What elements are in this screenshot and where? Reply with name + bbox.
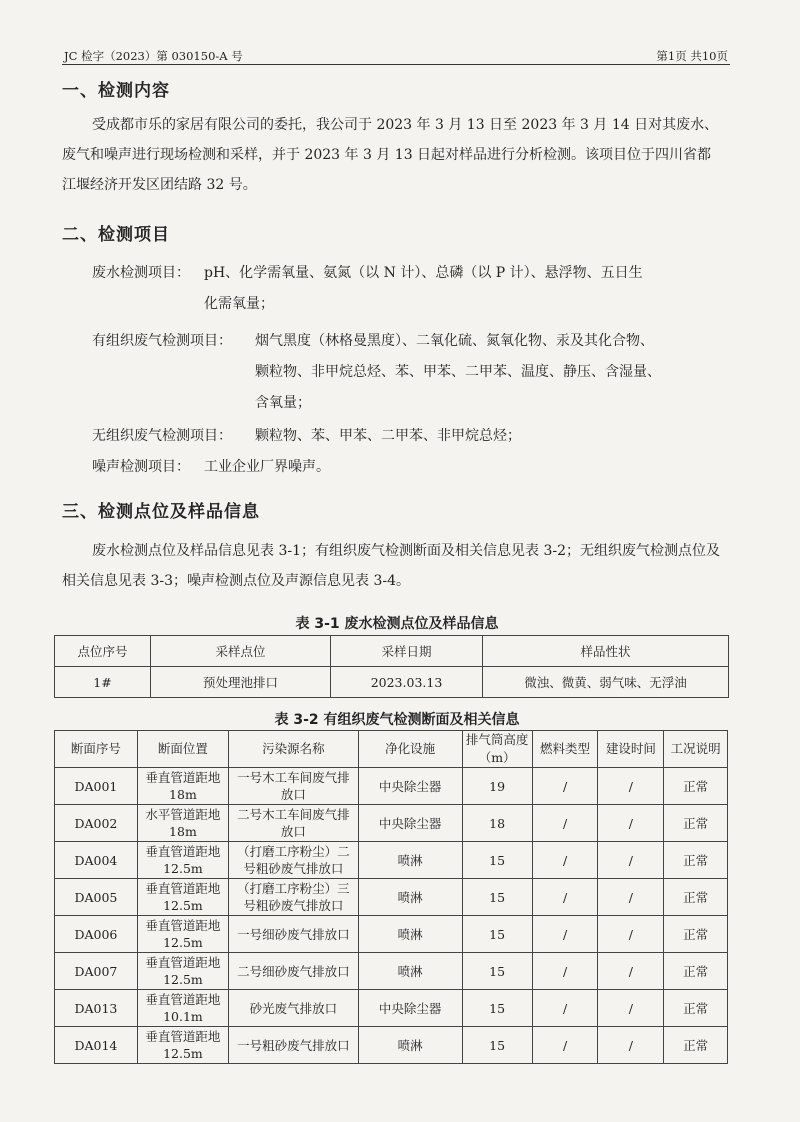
item-line: 含氧量； [255,395,311,411]
table-cell: 喷淋 [358,953,462,990]
table-cell: / [598,1027,664,1064]
column-header: 燃料类型 [532,731,598,768]
table-cell: 正常 [664,916,728,953]
table-cell: / [532,990,598,1027]
table-cell: 垂直管道距地 12.5m [137,842,228,879]
column-header: 建设时间 [598,731,664,768]
table-cell: 15 [462,916,532,953]
table-cell: 垂直管道距地 18m [137,768,228,805]
table-cell: / [532,916,598,953]
table-row [55,990,728,1027]
column-header: 工况说明 [664,731,728,768]
table-cell: 垂直管道距地 12.5m [137,879,228,916]
column-header: 采样日期 [331,636,483,667]
table-cell: 15 [462,879,532,916]
table-cell: 喷淋 [358,1027,462,1064]
table-row [55,842,728,879]
item-label: 无组织废气检测项目： [92,428,232,444]
table-cell: DA001 [55,768,138,805]
table-cell: 1# [55,667,151,698]
item-line: 烟气黑度（林格曼黑度）、二氧化硫、氮氧化物、汞及其化合物、 [255,333,654,349]
column-header: 断面位置 [137,731,228,768]
table-cell: 15 [462,990,532,1027]
organized-gas-table [54,730,728,1064]
table-cell: 正常 [664,1027,728,1064]
page-header [62,44,730,65]
table-cell: 砂光废气排放口 [229,990,359,1027]
table-cell: DA002 [55,805,138,842]
doc-number: JC 检字（2023）第 030150-A 号 [64,49,243,63]
table-cell: 15 [462,1027,532,1064]
table-cell: 二号木工车间废气排放口 [229,805,359,842]
table-cell: / [598,916,664,953]
item-line: 化需氧量； [204,296,274,312]
table-cell: DA014 [55,1027,138,1064]
table-cell: 预处理池排口 [151,667,331,698]
table-cell: / [532,842,598,879]
table-cell: 中央除尘器 [358,990,462,1027]
table-cell: 15 [462,953,532,990]
section2-title: 二、检测项目 [62,225,170,245]
table-cell: / [532,1027,598,1064]
table-cell: 垂直管道距地 12.5m [137,953,228,990]
table-cell: / [532,805,598,842]
table-cell: / [598,768,664,805]
table-row [55,1027,728,1064]
section3-text: 废水检测点位及样品信息见表 3-1；有组织废气检测断面及相关信息见表 3-2；无组织废气检测点位及相关信息见表 3-3；噪声检测点位及声源信息见表 3-4。 [62,543,720,589]
table-cell: DA005 [55,879,138,916]
table-cell: 微浊、微黄、弱气味、无浮油 [483,667,729,698]
table-cell: 正常 [664,805,728,842]
item-line: 颗粒物、苯、甲苯、二甲苯、非甲烷总烃； [255,428,521,444]
table-cell: 15 [462,842,532,879]
table-cell: 中央除尘器 [358,768,462,805]
item-line: 颗粒物、非甲烷总烃、苯、甲苯、二甲苯、温度、静压、含湿量、 [255,364,661,380]
table-cell: / [532,768,598,805]
table-cell: DA013 [55,990,138,1027]
table-cell: （打磨工序粉尘）三号粗砂废气排放口 [229,879,359,916]
table-cell: 中央除尘器 [358,805,462,842]
table-cell: / [532,953,598,990]
table-cell: 正常 [664,990,728,1027]
table-cell: 2023.03.13 [331,667,483,698]
section3-title: 三、检测点位及样品信息 [62,502,260,522]
table-cell: 18 [462,805,532,842]
table2-caption: 表 3-2 有组织废气检测断面及相关信息 [274,712,520,728]
item-line: 工业企业厂界噪声。 [204,459,330,475]
table-cell: 垂直管道距地 12.5m [137,916,228,953]
section1-title: 一、检测内容 [62,81,170,101]
table-body [55,768,728,1064]
column-header: 排气筒高度（m） [462,731,532,768]
page-info: 第1页 共10页 [656,49,728,63]
table-cell: 正常 [664,879,728,916]
table-cell: 垂直管道距地 12.5m [137,1027,228,1064]
table-cell: 一号粗砂废气排放口 [229,1027,359,1064]
table-cell: / [598,879,664,916]
table-cell: / [598,842,664,879]
table-cell: 二号细砂废气排放口 [229,953,359,990]
table-cell: 正常 [664,842,728,879]
table-row [55,953,728,990]
table-cell: 喷淋 [358,879,462,916]
column-header: 样品性状 [483,636,729,667]
table-cell: DA004 [55,842,138,879]
table-cell: 正常 [664,953,728,990]
wastewater-table [54,635,729,698]
table-cell: DA006 [55,916,138,953]
table-cell: / [598,990,664,1027]
item-line: pH、化学需氧量、氨氮（以 N 计）、总磷（以 P 计）、悬浮物、五日生 [204,265,643,281]
table-cell: 19 [462,768,532,805]
table-row [55,916,728,953]
table-row [55,805,728,842]
table-cell: 喷淋 [358,842,462,879]
column-header: 点位序号 [55,636,151,667]
column-header: 净化设施 [358,731,462,768]
table-row [55,768,728,805]
item-label: 有组织废气检测项目： [92,333,232,349]
table-row [55,879,728,916]
table-cell: DA007 [55,953,138,990]
column-header: 污染源名称 [229,731,359,768]
item-label: 噪声检测项目： [92,459,190,475]
table-row [55,667,729,698]
table-cell: 一号木工车间废气排放口 [229,768,359,805]
item-label: 废水检测项目： [92,265,190,281]
table1-caption: 表 3-1 废水检测点位及样品信息 [295,616,499,632]
table-cell: 正常 [664,768,728,805]
column-header: 断面序号 [55,731,138,768]
table-cell: 水平管道距地 18m [137,805,228,842]
section1-text: 受成都市乐的家居有限公司的委托，我公司于 2023 年 3 月 13 日至 2023 年 3 月 14 日对其废水、废气和噪声进行现场检测和采样，并于 2023 年 3 月 13 日起对样品进行分析检测。该项目位于四川省都江堰经济开发区团结路 32 号。 [62,117,719,193]
table-cell: / [598,953,664,990]
column-header: 采样点位 [151,636,331,667]
table-cell: 垂直管道距地 10.1m [137,990,228,1027]
table-cell: / [598,805,664,842]
table-header-row [55,731,728,768]
table-cell: 一号细砂废气排放口 [229,916,359,953]
table-cell: （打磨工序粉尘）二号粗砂废气排放口 [229,842,359,879]
table-cell: 喷淋 [358,916,462,953]
table-cell: / [532,879,598,916]
table-header-row [55,636,729,667]
